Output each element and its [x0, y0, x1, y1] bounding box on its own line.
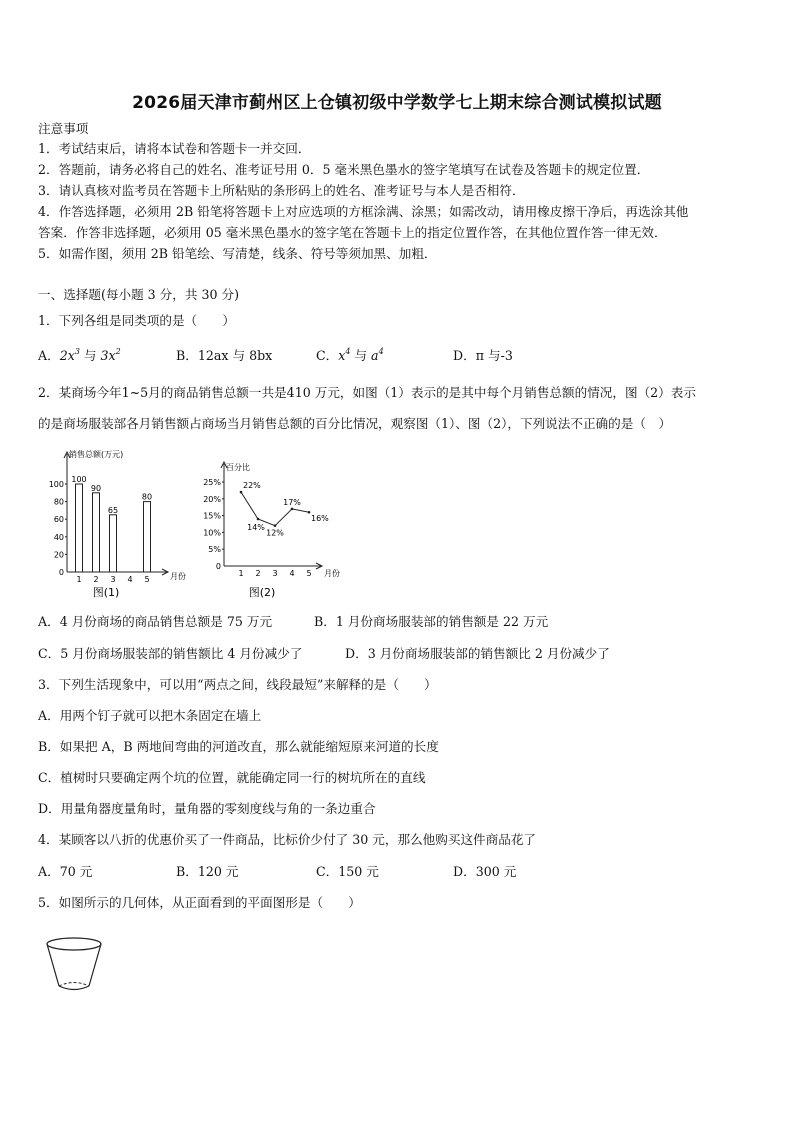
- y-axis-label: 销售总额(万元): [69, 450, 124, 459]
- data-point: [274, 524, 277, 527]
- exponent: 4: [345, 347, 351, 356]
- q3-option-b: B．如果把 A，B 两地间弯曲的河道改直，那么就能缩短原来河道的长度: [38, 739, 439, 754]
- data-label: 90: [90, 483, 102, 493]
- option-label: A．: [38, 348, 60, 363]
- frustum-bottom-front-arc: [59, 986, 89, 990]
- section-heading: 一、选择题(每小题 3 分，共 30 分): [38, 287, 240, 302]
- x-axis-label: 月份: [170, 572, 186, 581]
- q1-option-a: [38, 348, 121, 364]
- y-tick-label: 20: [53, 550, 64, 560]
- x-tick-label: 3: [110, 575, 116, 584]
- question-4-stem: 4．某顾客以八折的优惠价买了一件商品，比标价少付了 30 元，那么他购买这件商品花了: [38, 832, 537, 847]
- y-tick-label: 100: [48, 480, 64, 489]
- data-label: 22%: [243, 481, 261, 491]
- y-tick-label: 25%: [203, 478, 221, 487]
- term: a: [371, 348, 379, 363]
- exponent: 3: [74, 347, 80, 356]
- y-tick-label: 15%: [203, 511, 221, 521]
- q2-option-d: D．3 月份商场服装部的销售额比 2 月份减少了: [345, 646, 610, 661]
- bar: [93, 493, 100, 572]
- x-tick-label: 2: [93, 575, 99, 584]
- frustum-bottom-hidden-arc: [59, 983, 89, 987]
- question-2-stem: 的是商场服装部各月销售额占商场当月销售总额的百分比情况，观察图（1）、图（2），下列说法不正确的是（ ）: [38, 416, 672, 431]
- connector: 与: [350, 348, 372, 363]
- q4-option-b: B．120 元: [176, 864, 239, 879]
- notice-item: 4．作答选择题，必须用 2B 铅笔将答题卡上对应选项的方框涂满、涂黑；如需改动，请用橡皮擦干净后，再选涂其他: [38, 204, 689, 219]
- question-5-stem: 5．如图所示的几何体，从正面看到的平面图形是（ ）: [38, 895, 361, 910]
- question-3-stem: 3．下列生活现象中，可以用“两点之间，线段最短”来解释的是（ ）: [38, 677, 437, 692]
- data-point: [257, 518, 260, 521]
- y-tick-label: 80: [53, 497, 64, 507]
- term: 2x: [59, 348, 75, 363]
- x-tick-label: 5: [144, 575, 150, 584]
- exponent: 4: [378, 347, 384, 356]
- q4-option-d: D．300 元: [453, 864, 517, 879]
- bar-chart-figure-1: [40, 446, 200, 602]
- frustum-right-edge: [89, 944, 101, 986]
- x-tick-label: 2: [255, 569, 261, 578]
- option-label: B．: [176, 348, 198, 363]
- x-tick-label: 1: [76, 575, 82, 584]
- notice-item: 答案．作答非选择题，必须用 05 毫米黑色墨水的签字笔在答题卡上的指定位置作答，在其他位置作答一律无效．: [38, 225, 667, 240]
- x-tick-label: 4: [127, 575, 133, 584]
- q1-option-d: [453, 348, 513, 364]
- x-tick-label: 3: [272, 569, 278, 578]
- figure-caption: 图(2): [248, 586, 276, 599]
- q2-option-a: A．4 月份商场的商品销售总额是 75 万元: [38, 614, 273, 629]
- figure-caption: 图(1): [92, 586, 120, 599]
- y-tick-label: 5%: [208, 545, 221, 555]
- notice-item: 3．请认真核对监考员在答题卡上所粘贴的条形码上的姓名、准考证号与本人是否相符．: [38, 183, 525, 198]
- data-point: [308, 511, 311, 514]
- q2-option-b: B．1 月份商场服装部的销售额是 22 万元: [314, 614, 549, 629]
- q3-option-c: C．植树时只要确定两个坑的位置，就能确定同一行的树坑所在的直线: [38, 770, 426, 785]
- option-text: 12ax 与 8bx: [197, 348, 273, 363]
- x-tick-label: 4: [289, 569, 295, 578]
- term: x: [338, 348, 346, 363]
- data-label: 12%: [266, 528, 284, 538]
- data-label: 100: [71, 475, 87, 484]
- data-label: 80: [141, 492, 153, 502]
- x-tick-label: 5: [306, 569, 312, 578]
- y-tick-label: 60: [53, 515, 64, 525]
- x-axis-label: 月份: [324, 569, 340, 578]
- y-tick-label: 0: [215, 562, 221, 571]
- data-label: 17%: [283, 497, 301, 507]
- q3-option-d: D．用量角器度量角时，量角器的零刻度线与角的一条边重合: [38, 801, 376, 816]
- question-1-stem: 1．下列各组是同类项的是（ ）: [38, 313, 235, 328]
- data-label: 65: [107, 505, 119, 515]
- option-text: π 与-3: [475, 348, 513, 363]
- y-axis-label: 百分比: [226, 463, 250, 472]
- q3-option-a: A．用两个钉子就可以把木条固定在墙上: [38, 708, 262, 723]
- exponent: 2: [115, 347, 121, 356]
- bar: [76, 484, 83, 572]
- term: 3x: [100, 348, 116, 363]
- notice-item: 2．答题前，请务必将自己的姓名、准考证号用 0．5 毫米黑色墨水的签字笔填写在试卷及答题卡的规定位置．: [38, 162, 650, 177]
- y-tick-label: 20%: [203, 494, 221, 504]
- page-title: 2026届天津市蓟州区上仓镇初级中学数学七上期末综合测试模拟试题: [132, 93, 662, 113]
- y-tick-label: 0: [58, 568, 64, 577]
- bar: [110, 515, 117, 572]
- question-2-stem: 2．某商场今年1~5月的商品销售总额一共是410 万元，如图（1）表示的是其中每个月销售总额的情况，图（2）表示: [38, 385, 696, 400]
- frustum-top-ellipse: [47, 938, 101, 950]
- frustum-solid-figure: [44, 934, 108, 998]
- connector: 与: [79, 348, 101, 363]
- y-tick-label: 40: [53, 532, 64, 542]
- frustum-left-edge: [47, 944, 59, 986]
- q1-option-b: [176, 348, 272, 364]
- data-point: [240, 491, 243, 494]
- option-label: C．: [316, 348, 339, 363]
- option-label: D．: [453, 348, 476, 363]
- line-chart-figure-2: [200, 458, 350, 602]
- bar: [144, 502, 151, 572]
- data-label: 14%: [247, 522, 265, 532]
- q1-option-c: [316, 348, 384, 364]
- y-tick-label: 10%: [203, 528, 221, 538]
- notice-heading: 注意事项: [38, 121, 89, 136]
- notice-item: 5．如需作图，须用 2B 铅笔绘、写清楚，线条、符号等须加黑、加粗．: [38, 246, 437, 261]
- x-tick-label: 1: [238, 569, 244, 578]
- data-label: 16%: [311, 514, 329, 524]
- q4-option-c: C．150 元: [316, 864, 379, 879]
- q4-option-a: A．70 元: [38, 864, 93, 879]
- data-point: [291, 508, 294, 511]
- notice-item: 1．考试结束后，请将本试卷和答题卡一并交回．: [38, 141, 311, 156]
- q2-option-c: C．5 月份商场服装部的销售额比 4 月份减少了: [38, 646, 303, 661]
